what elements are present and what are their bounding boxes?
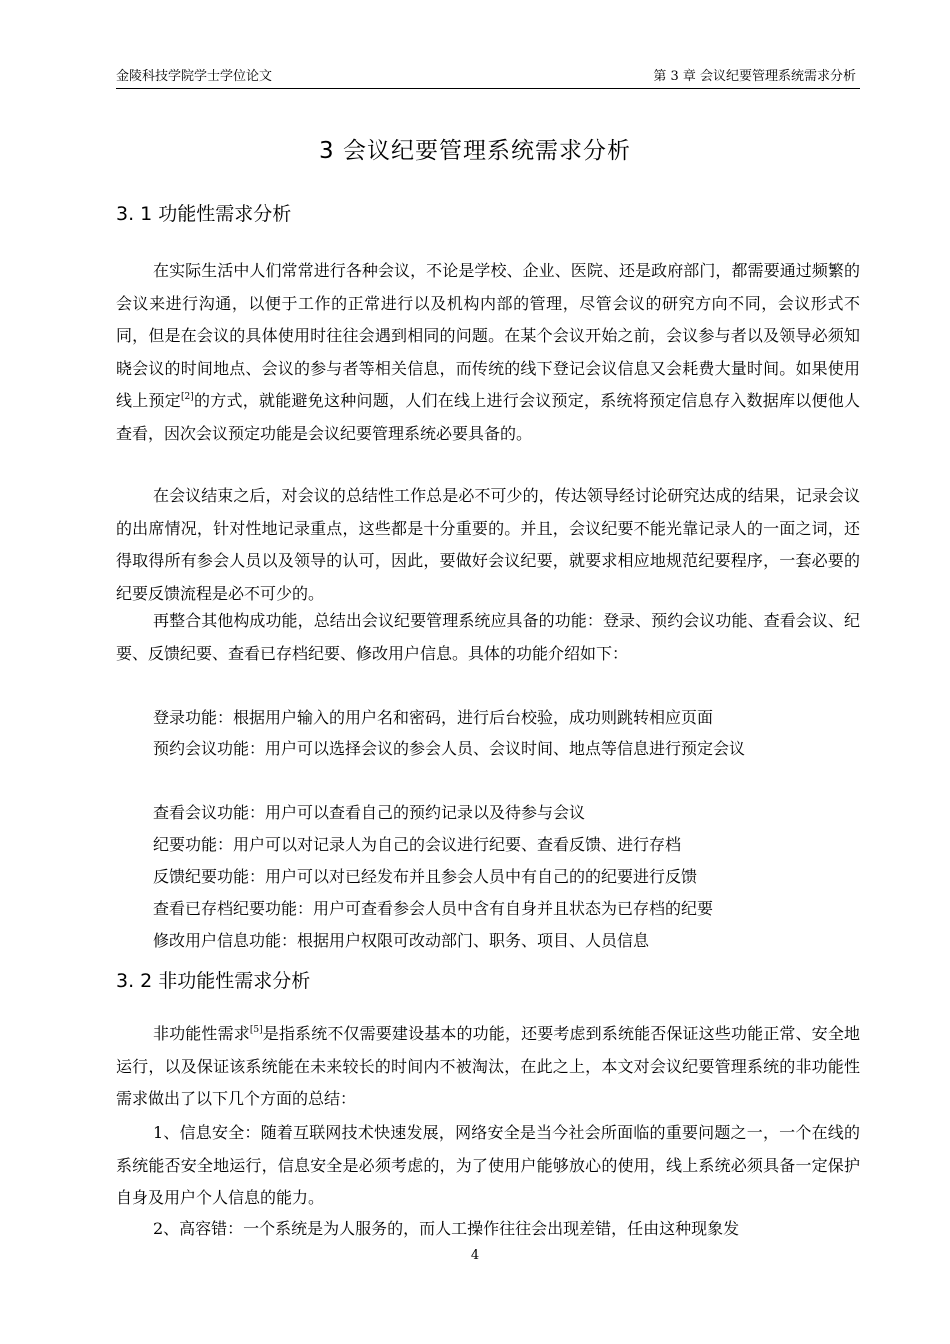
feature-item-minutes: 纪要功能：用户可以对记录人为自己的会议进行纪要、查看反馈、进行存档 bbox=[153, 835, 682, 854]
citation-ref: [2] bbox=[181, 392, 194, 403]
feature-item-login: 登录功能：根据用户输入的用户名和密码，进行后台校验，成功则跳转相应页面 bbox=[153, 708, 714, 727]
citation-ref: [5] bbox=[249, 1025, 263, 1035]
section-2-paragraph-2: 1、信息安全：随着互联网技术快速发展，网络安全是当今社会所面临的重要问题之一，一个在线的系统能否安全地运行，信息安全是必须考虑的，为了使用户能够放心的使用，线上系统必须具备一定保护自身及用户个人信息的能力。 bbox=[116, 1123, 860, 1208]
section-2-paragraph-3: 2、高容错：一个系统是为人服务的，而人工操作往往会出现差错，任由这种现象发 bbox=[153, 1219, 740, 1238]
chapter-title: 3 会议纪要管理系统需求分析 bbox=[319, 138, 631, 164]
section-1-paragraph-1 bbox=[116, 255, 860, 451]
header-chapter-title: 第 3 章 会议纪要管理系统需求分析 bbox=[653, 69, 856, 84]
section-2-paragraph-1 bbox=[116, 1018, 860, 1116]
feature-item-view-meeting: 查看会议功能：用户可以查看自己的预约记录以及待参与会议 bbox=[153, 803, 586, 822]
page-number: 4 bbox=[470, 1248, 480, 1263]
section-2-paragraph-1-part-a: 非功能性需求 bbox=[153, 1024, 250, 1043]
section-2-title: 3. 2 非功能性需求分析 bbox=[116, 970, 311, 992]
section-1-paragraph-1-part-b: 的方式，就能避免这种问题，人们在线上进行会议预定，系统将预定信息存入数据库以便他人查看，因次会议预定功能是会议纪要管理系统必要具备的。 bbox=[116, 391, 860, 443]
section-1-paragraph-1-part-a: 在实际生活中人们常常进行各种会议，不论是学校、企业、医院、还是政府部门，都需要通过频繁的会议来进行沟通，以便于工作的正常进行以及机构内部的管理，尽管会议的研究方向不同，会议形式不同，但是在会议的具体使用时往往会遇到相同的问题。在某个会议开始之前，会议参与者以及领导必须知晓会议的时间地点、会议的参与者等相关信息，而传统的线下登记会议信息又会耗费大量时间。如果使用线上预定 bbox=[116, 261, 860, 411]
feature-item-feedback: 反馈纪要功能：用户可以对已经发布并且参会人员中有自己的的纪要进行反馈 bbox=[153, 867, 698, 886]
header-thesis-title: 金陵科技学院学士学位论文 bbox=[116, 69, 273, 84]
section-1-title: 3. 1 功能性需求分析 bbox=[116, 203, 292, 225]
feature-item-archived: 查看已存档纪要功能：用户可查看参会人员中含有自身并且状态为已存档的纪要 bbox=[153, 899, 714, 918]
section-1-paragraph-3: 再整合其他构成功能，总结出会议纪要管理系统应具备的功能：登录、预约会议功能、查看会议、纪要、反馈纪要、查看已存档纪要、修改用户信息。具体的功能介绍如下： bbox=[116, 611, 860, 663]
feature-item-booking: 预约会议功能：用户可以选择会议的参会人员、会议时间、地点等信息进行预定会议 bbox=[153, 739, 746, 758]
section-1-paragraph-2: 在会议结束之后，对会议的总结性工作总是必不可少的，传达领导经讨论研究达成的结果，记录会议的出席情况，针对性地记录重点，这些都是十分重要的。并且，会议纪要不能光靠记录人的一面之词，还得取得所有参会人员以及领导的认可，因此，要做好会议纪要，就要求相应地规范纪要程序，一套必要的纪要反馈流程是必不可少的。 bbox=[116, 486, 860, 603]
page-header bbox=[116, 68, 860, 89]
feature-item-edit-user: 修改用户信息功能：根据用户权限可改动部门、职务、项目、人员信息 bbox=[153, 931, 650, 950]
section-2-paragraph-1-part-b: 是指系统不仅需要建设基本的功能，还要考虑到系统能否保证这些功能正常、安全地运行，以及保证该系统能在未来较长的时间内不被淘汰，在此之上，本文对会议纪要管理系统的非功能性需求做出了以下几个方面的总结： bbox=[116, 1024, 860, 1109]
